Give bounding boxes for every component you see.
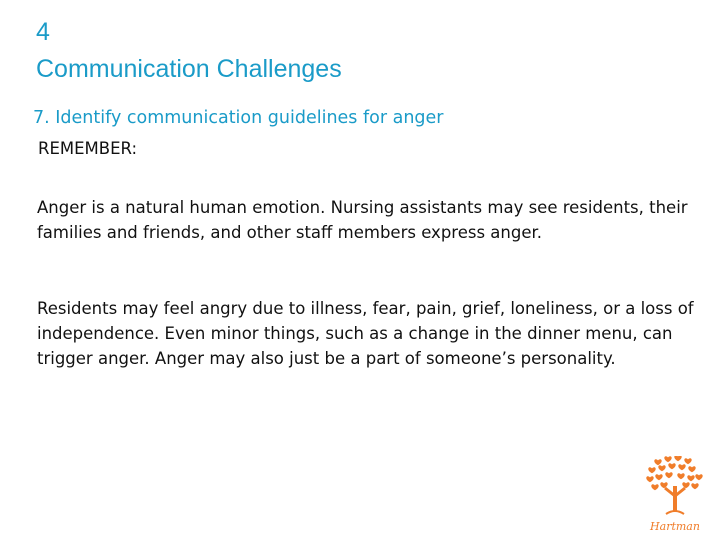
heart-leaf-icon — [682, 482, 689, 488]
chapter-title: Communication Challenges — [36, 55, 342, 83]
heart-leaf-icon — [660, 482, 667, 488]
body-paragraph-residents: Residents may feel angry due to illness, fear, pain, grief, loneliness, or a loss of independence. Even minor things, such as a change in the dinner menu, can trigger anger. Anger may also just be a part of someone’s personality. — [37, 299, 694, 368]
heart-leaf-icon — [688, 466, 695, 472]
heart-leaf-icon — [665, 472, 672, 478]
heart-leaf-icon — [664, 456, 671, 462]
heart-leaf-icon — [668, 463, 675, 469]
heart-leaf-icon — [658, 465, 665, 471]
heart-leaf-icon — [695, 474, 702, 480]
heart-leaf-icon — [654, 459, 661, 465]
heart-leaf-icon — [651, 484, 658, 490]
remember-label: REMEMBER: — [38, 139, 138, 158]
heart-leaf-icon — [674, 456, 681, 461]
heart-leaf-icon — [684, 458, 691, 464]
logo-wordmark: Hartman — [650, 520, 700, 533]
heart-leaf-icon — [655, 474, 662, 480]
learning-objective-heading: 7. Identify communication guidelines for anger — [33, 108, 444, 128]
heart-leaf-icon — [691, 483, 698, 489]
heart-tree-icon — [642, 456, 708, 536]
heart-leaf-icon — [678, 464, 685, 470]
heart-leaf-icon — [648, 467, 655, 473]
publisher-logo — [642, 456, 708, 536]
body-paragraph-anger: Anger is a natural human emotion. Nursing assistants may see residents, their families and friends, and other staff members express anger. — [37, 198, 688, 242]
chapter-number: 4 — [36, 18, 50, 46]
heart-leaf-icon — [677, 473, 684, 479]
heart-leaf-icon — [646, 476, 653, 482]
heart-leaf-icon — [687, 475, 694, 481]
